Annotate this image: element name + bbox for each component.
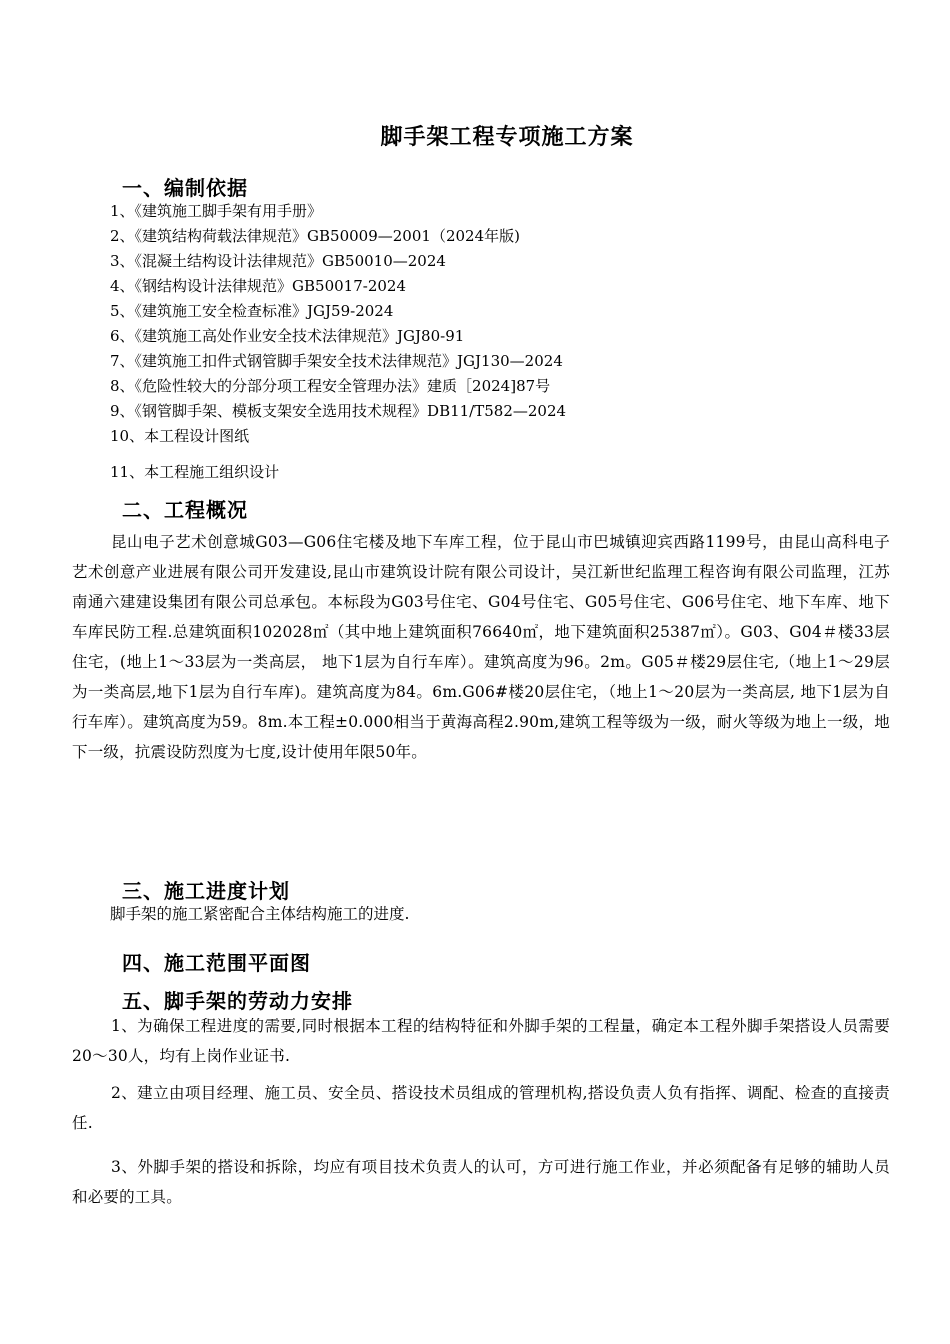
- list-item: 5、《建筑施工安全检查标准》JGJ59-2024: [110, 302, 394, 320]
- list-item: 8、《危险性较大的分部分项工程安全管理办法》建质［2024]87号: [110, 377, 551, 395]
- reference-list: [110, 199, 566, 485]
- overview-paragraph: 昆山电子艺术创意城G03—G06住宅楼及地下车库工程，位于昆山市巴城镇迎宾西路1199号，由昆山高科电子艺术创意产业进展有限公司开发建设,昆山市建筑设计院有限公司设计，吴江新世纪监理工程咨询有限公司监理，江苏南通六建建设集团有限公司总承包。本标段为G03号住宅、G04号住宅、G05号住宅、G06号住宅、地下车库、地下车库民防工程.总建筑面积102028㎡（其中地上建筑面积76640㎡，地下建筑面积25387㎡）。G03、G04＃楼33层住宅，(地上1～33层为一类高层， 地下1层为自行车库）。建筑高度为96。2m。G05＃楼29层住宅,（地上1～29层为一类高层,地下1层为自行车库)。建筑高度为84。6m.G06#楼20层住宅，（地上1～20层为一类高层, 地下1层为自行车库）。建筑高度为59。8m.本工程±0.000相当于黄海高程2.90m,建筑工程等级为一级，耐火等级为地上一级，地下一级，抗震设防烈度为七度,设计使用年限50年。: [72, 533, 890, 761]
- section-heading-basis: 一、编制依据: [122, 176, 248, 200]
- schedule-text: 脚手架的施工紧密配合主体结构施工的进度.: [110, 905, 410, 923]
- document-title: 脚手架工程专项施工方案: [380, 125, 634, 150]
- list-item: 7、《建筑施工扣件式钢管脚手架安全技术法律规范》JGJ130—2024: [110, 352, 563, 370]
- list-item: 4、《钢结构设计法律规范》GB50017-2024: [110, 277, 407, 295]
- list-item: 9、《钢管脚手架、模板支架安全选用技术规程》DB11/T582—2024: [110, 402, 567, 420]
- section-heading-plan: 四、施工范围平面图: [122, 951, 311, 975]
- list-item: 3、《混凝土结构设计法律规范》GB50010—2024: [110, 252, 446, 270]
- list-item: 10、本工程设计图纸: [110, 427, 250, 445]
- list-item: 2、《建筑结构荷载法律规范》GB50009—2001（2024年版): [110, 227, 520, 245]
- section-heading-labor: 五、脚手架的劳动力安排: [122, 989, 353, 1013]
- section-heading-overview: 二、工程概况: [122, 498, 248, 522]
- list-item: 11、本工程施工组织设计: [110, 463, 280, 481]
- section-heading-schedule: 三、施工进度计划: [122, 879, 290, 903]
- labor-paragraph-1: 1、为确保工程进度的需要,同时根据本工程的结构特征和外脚手架的工程量，确定本工程外脚手架搭设人员需要20～30人，均有上岗作业证书.: [72, 1017, 890, 1065]
- labor-paragraph-3: 3、外脚手架的搭设和拆除，均应有项目技术负责人的认可，方可进行施工作业，并必须配备有足够的辅助人员和必要的工具。: [72, 1158, 890, 1206]
- list-item: 1、《建筑施工脚手架有用手册》: [110, 202, 323, 220]
- list-item: 6、《建筑施工高处作业安全技术法律规范》JGJ80-91: [110, 327, 465, 345]
- labor-paragraph-2: 2、建立由项目经理、施工员、安全员、搭设技术员组成的管理机构,搭设负责人负有指挥、调配、检查的直接责任.: [72, 1084, 890, 1132]
